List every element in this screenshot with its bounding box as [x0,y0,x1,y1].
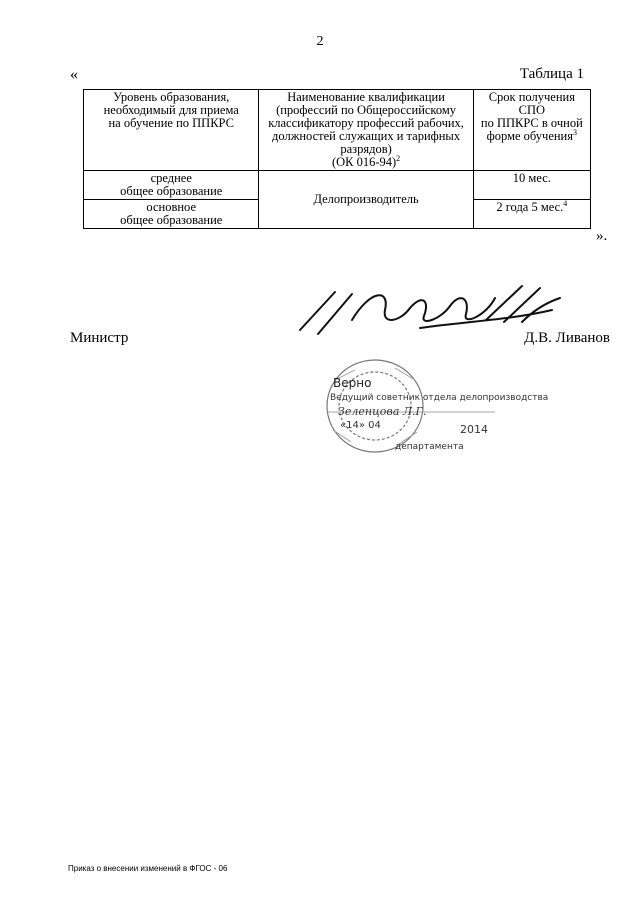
stamp-department: департамента [395,442,464,452]
cell-study-term: 2 года 5 мес.$^4$ [473,200,590,229]
page-number: 2 [316,34,324,49]
stamp-position: Ведущий советник отдела делопроизводства [330,393,549,403]
signatory-title: Министр [70,330,129,346]
cell-education-level: среднее общее образование [84,171,259,200]
header-qualification-name: Наименование квалификации (профессий по Общероссийскому классификатору профессий рабочих, должностей служащих и тарифных разрядов) (ОК 016-94)$^2$ [259,90,473,171]
header-study-term: Срок получения СПО по ППКРС в очной форме обучения$^3$ [473,90,590,171]
signatory-name: Д.В. Ливанов [524,330,610,346]
cell-study-term: 10 мес. [473,171,590,200]
cell-qualification: Делопроизводитель [259,171,473,229]
closing-quote: ». [596,228,608,244]
footnote-marker: 4 [563,198,568,208]
cell-education-level: основное общее образование [84,200,259,229]
table-header-row [84,90,591,171]
stamp-year: 2014 [460,423,488,436]
table-row [84,171,591,200]
footnote-marker: 2 [396,153,401,163]
qualification-table [83,89,591,229]
stamp-handwritten-name: Зеленцова Л.Г. [338,405,427,418]
stamp-verno: Верно [333,376,372,390]
table-caption: Таблица 1 [519,66,584,82]
footnote-marker: 3 [573,127,577,137]
header-education-level: Уровень образования, необходимый для приема на обучение по ППКРС [84,90,259,171]
stamp-date: «14» 04 [340,420,381,431]
opening-quote: « [70,66,78,83]
footer-note: Приказ о внесении изменений в ФГОС - 06 [68,864,228,873]
